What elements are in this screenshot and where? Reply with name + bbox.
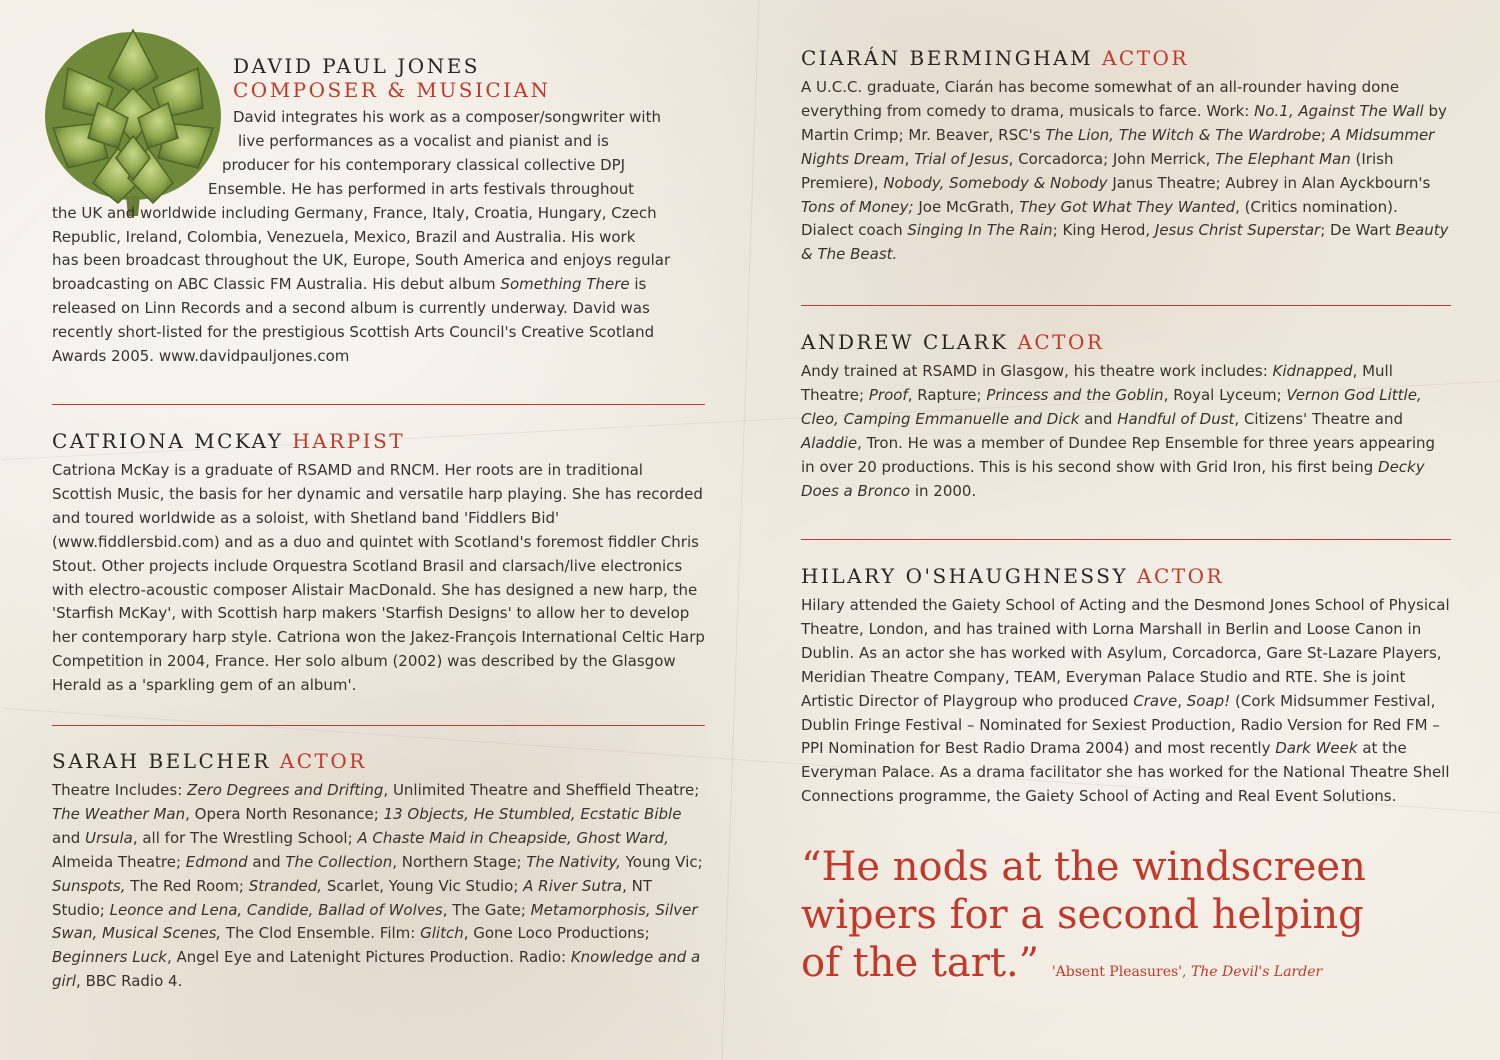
italic-title: Sunspots, [52, 876, 126, 895]
bio-david-paul-jones [52, 54, 705, 369]
text-run: A U.C.C. graduate, Ciarán has become somewhat of an all-rounder having done everything from comedy to drama, musicals to farce. Work: [801, 78, 1400, 120]
name-heading: DAVID PAUL JONES [233, 54, 480, 78]
text-run: Young Vic; [620, 852, 703, 871]
italic-title: Stranded, [248, 876, 323, 895]
section-heading: CIARÁN BERMINGHAM ACTOR [801, 46, 1189, 70]
italic-title: Metamorphosis, Silver Swan, Musical Scenes, [52, 900, 698, 943]
bio-hilary-oshaughnessy [801, 564, 1451, 809]
bio-text [801, 76, 1451, 267]
italic-title: The Nativity, [526, 852, 621, 871]
text-run: , NT Studio; [52, 876, 653, 919]
italic-title: Edmond [185, 852, 248, 871]
text-run: , Gone Loco Productions; [463, 924, 650, 943]
italic-title: The Weather Man [52, 804, 186, 823]
text-run: , (Critics nomination). Dialect coach [801, 197, 1398, 240]
text-run: , Royal Lyceum; [1163, 385, 1287, 404]
text-run: , Angel Eye and Latenight Pictures Production. Radio: [167, 948, 571, 967]
text-run: Almeida Theatre; [52, 852, 186, 871]
italic-title: Glitch [420, 924, 464, 943]
section-heading: HILARY O'SHAUGHNESSY ACTOR [801, 564, 1225, 588]
paper-crease [722, 0, 760, 1059]
text-run: The Clod Ensemble. Film: [221, 924, 421, 943]
text-run: and [1079, 409, 1118, 428]
bio-text [52, 779, 705, 994]
italic-title: Dark Week [1275, 739, 1358, 758]
quote-line: wipers for a second helping [801, 892, 1364, 938]
italic-title: A Midsummer Nights Dream [801, 125, 1435, 168]
italic-title: Ursula [85, 828, 133, 847]
text-run: , Unlimited Theatre and Sheffield Theatre; [383, 781, 700, 799]
text-run: and [52, 828, 85, 847]
italic-title: Trial of Jesus [914, 149, 1009, 168]
text-run: The Red Room; [125, 876, 249, 895]
italic-title: The Lion, The Witch & The Wardrobe [1045, 125, 1321, 144]
text-run: at the Everyman Palace. As a drama facilitator she has worked for the National Theatre Shell Connections programme, the Gaiety School of Acting and Real Event Solutions. [801, 739, 1450, 806]
text-run: by Martin Crimp; Mr. Beaver, RSC's [801, 101, 1447, 144]
text-run: , [1177, 691, 1187, 710]
italic-title: Tons of Money; [801, 197, 914, 216]
text-run: Hilary attended the Gaiety School of Acting and the Desmond Jones School of Physical Theatre, London, and has trained with Lorna Marshall in Berlin and Loose Canon in Dublin. As an actor she has worked with Asylum, Corcadorca, Gare St-Lazare Players, Meridian Theatre Company, TEAM, Everyman Palace Studio and RTE. She is joint Artistic Director of Playgroup who produced [801, 596, 1450, 710]
italic-title: Leonce and Lena, Candide, Ballad of Wolves [109, 900, 443, 919]
italic-title: Proof [868, 385, 908, 404]
bio-text [801, 360, 1451, 503]
text-run: , Mull Theatre; [801, 362, 1393, 404]
bio-sarah-belcher [52, 749, 705, 994]
text-run: , [904, 149, 915, 168]
divider [52, 725, 705, 726]
divider [801, 539, 1451, 540]
italic-title: The Elephant Man [1215, 149, 1351, 168]
text-run: Scarlet, Young Vic Studio; [322, 876, 524, 895]
italic-title: A River Sutra [523, 876, 623, 895]
bio-catriona-mckay [52, 429, 705, 698]
bio-andrew-clark [801, 330, 1451, 503]
italic-title: Beauty & The Beast. [801, 221, 1449, 264]
italic-title: The Collection [285, 852, 393, 871]
text-run: , Corcadorca; John Merrick, [1008, 149, 1216, 168]
text-run: Joe McGrath, [913, 197, 1020, 216]
italic-title: Jesus Christ Superstar [1154, 221, 1321, 240]
italic-title: Kidnapped [1272, 362, 1353, 380]
text-run: (Cork Midsummer Festival, Dublin Fringe Festival – Nominated for Sexiest Production, Radio Version for Red FM – PPI Nomination for Best Radio Drama 2004) and most recently [801, 691, 1440, 758]
text-run: (Irish Premiere), [801, 149, 1394, 192]
text-run: ; De Wart [1320, 221, 1396, 240]
david-heading [233, 54, 705, 102]
text-run: , Opera North Resonance; [185, 804, 384, 823]
italic-title: Soap! [1186, 691, 1231, 710]
italic-title: Crave [1133, 691, 1178, 710]
bio-text: David integrates his work as a composer/songwriter with live performances as a vocalist and pianist and is producer for his contemporary classical collective DPJ Ensemble. He has performed in arts festivals throughout the UK and worldwide including Germany, France, Italy, Croatia, Hungary, Czech Republic, Ireland, Colombia, Venezuela, Mexico, Brazil and Australia. His work has been broadcast throughout the UK, Europe, South America and enjoys regular broadcasting on ABC Classic FM Australia. His debut album Something There is released on Linn Records and a second album is currently underway. David was recently short-listed for the prestigious Scottish Arts Council's Creative Scotland Awards 2005. www.davidpauljones.com [52, 108, 671, 366]
italic-title: Handful of Dust [1117, 409, 1235, 428]
text-run: Theatre Includes: [52, 781, 188, 799]
italic-title: Decky Does a Bronco [801, 457, 1425, 500]
italic-title: Singing In The Rain [907, 221, 1053, 240]
role-heading: COMPOSER & MUSICIAN [233, 78, 551, 102]
text-run: , all for The Wrestling School; [132, 828, 358, 847]
italic-title: Aladdie [801, 433, 858, 452]
text-run: ; [1320, 125, 1331, 144]
pull-quote [801, 843, 1461, 987]
text-run: , Rapture; [907, 385, 987, 404]
section-heading: SARAH BELCHER ACTOR [52, 749, 367, 773]
text-run: ; King Herod, [1052, 221, 1155, 240]
text-run: , Northern Stage; [392, 852, 527, 871]
italic-title: No.1, Against The Wall [1254, 101, 1424, 120]
quote-line: of the tart.” 'Absent Pleasures', The Devil's Larder [801, 940, 1323, 986]
text-run: , Tron. He was a member of Dundee Rep Ensemble for three years appearing in over 20 productions. This is his second show with Grid Iron, his first being [801, 433, 1436, 476]
italic-title: Vernon God Little, Cleo, Camping Emmanuelle and Dick [801, 385, 1422, 428]
italic-title: Zero Degrees and Drifting [187, 781, 384, 799]
text-run: , Citizens' Theatre and [1234, 409, 1403, 428]
italic-title: Nobody, Somebody & Nobody [883, 173, 1108, 192]
bio-text [801, 594, 1451, 809]
italic-title: Knowledge and a girl [52, 948, 701, 991]
italic-title: Princess and the Goblin [986, 385, 1164, 404]
quote-source: 'Absent Pleasures', The Devil's Larder [1051, 964, 1323, 980]
divider [801, 305, 1451, 306]
text-run: Janus Theatre; Aubrey in Alan Ayckbourn's [1107, 173, 1431, 192]
text-run: , BBC Radio 4. [76, 972, 183, 991]
italic-title: They Got What They Wanted [1019, 197, 1236, 216]
italic-title: 13 Objects, He Stumbled, Ecstatic Bible [383, 804, 682, 823]
section-heading: CATRIONA MCKAY HARPIST [52, 429, 406, 453]
italic-title: Beginners Luck [52, 948, 167, 967]
section-heading: ANDREW CLARK ACTOR [801, 330, 1105, 354]
quote-line: “He nods at the windscreen [801, 844, 1366, 890]
divider [52, 404, 705, 405]
text-run: , The Gate; [442, 900, 531, 919]
text-run: in 2000. [910, 481, 977, 500]
italic-title: A Chaste Maid in Cheapside, Ghost Ward, [357, 828, 669, 847]
bio-text: Catriona McKay is a graduate of RSAMD and RNCM. Her roots are in traditional Scottish Music, the basis for her dynamic and versatile harp playing. She has recorded and toured worldwide as a soloist, with Shetland band 'Fiddlers Bid' (www.fiddlersbid.com) and as a duo and quintet with Scotland's foremost fiddler Chris Stout. Other projects include Orquestra Scotland Brasil and clarsach/live electronics with electro-acoustic composer Alistair MacDonald. She has designed a new harp, the 'Starfish McKay', with Scottish harp makers 'Starfish Designs' to allow her to develop her contemporary harp style. Catriona won the Jakez-François International Celtic Harp Competition in 2004, France. Her solo album (2002) was described by the Glasgow Herald as a 'sparkling gem of an album'. [52, 461, 705, 695]
text-run: Andy trained at RSAMD in Glasgow, his theatre work includes: [801, 362, 1273, 380]
text-run: and [247, 852, 286, 871]
bio-ciaran-bermingham [801, 46, 1451, 267]
